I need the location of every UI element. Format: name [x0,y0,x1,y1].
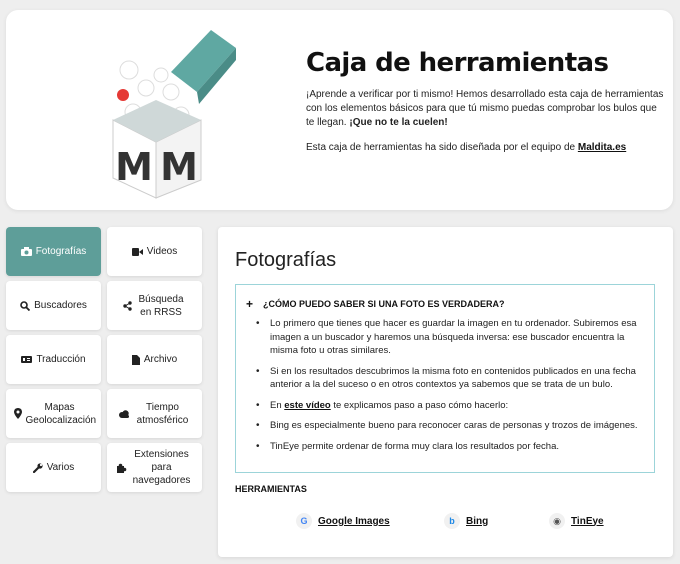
map-pin-icon [14,408,22,419]
hero-credit [306,142,666,153]
hero-credit-text: Esta caja de herramientas ha sido diseñada por el equipo de [306,142,578,153]
cloud-icon [118,410,130,418]
content-panel [218,227,673,557]
nav-tiempo[interactable] [107,389,202,438]
tool-tineye[interactable] [549,513,604,529]
wrench-icon [33,463,43,473]
list-item: • Si en los resultados descubrimos la misma foto en contenidos publicados en una fecha anterior a la del suceso o en otros contextos ya sabemos que se trata de un bulo. [256,365,646,392]
nav-label: Traducción [36,354,86,365]
list-item: • TinEye permite ordenar de forma muy clara los resultados por fecha. [256,440,646,454]
list-item-video [256,399,646,413]
nav-fotografias[interactable] [6,227,101,276]
list-item: • Bing es especialmente bueno para reconocer caras de personas y trozos de imágenes. [256,419,646,433]
google-icon: G [296,513,312,529]
tineye-icon: ◉ [549,513,565,529]
nav-varios[interactable] [6,443,101,492]
tool-google-images[interactable] [296,513,390,529]
puzzle-icon [117,463,127,473]
nav-label: Buscadores [34,300,87,311]
nav-videos[interactable] [107,227,202,276]
accordion-list [256,317,646,453]
maldita-link[interactable]: Maldita.es [577,142,627,153]
plus-icon: + [246,297,254,311]
nav-label: Fotografías [35,246,87,257]
tool-label: Bing [466,515,489,527]
video-camera-icon [132,248,143,256]
box-letter-left: M [115,145,153,189]
nav-buscadores[interactable] [6,281,101,330]
box-letter-right: M [160,145,198,189]
nav-label: Búsqueda en RRSS [138,293,184,318]
nav-label: Mapas Geolocalización [25,401,97,426]
search-icon [20,301,30,311]
nav-traduccion[interactable] [6,335,101,384]
tools-heading: HERRAMIENTAS [235,484,307,494]
share-icon [123,301,132,311]
language-icon [21,356,32,363]
toolbox-illustration [101,20,281,200]
bing-icon: b [444,513,460,529]
accordion-question: ¿CÓMO PUEDO SABER SI UNA FOTO ES VERDADERA? [263,299,505,309]
nav-mapas[interactable] [6,389,101,438]
page-title: Caja de herramientas [306,48,609,78]
hero-intro [306,88,666,130]
video-suffix: te explicamos paso a paso cómo hacerlo: [330,399,509,411]
tool-label: TinEye [571,515,604,527]
faq-accordion [235,284,655,473]
nav-label: Archivo [143,354,178,365]
accordion-header[interactable] [246,297,505,311]
nav-label: Tiempo atmosférico [136,401,189,426]
list-item: • Lo primero que tienes que hacer es guardar la imagen en tu ordenador. Subiremos esa imagen a un buscador y haremos una búsqueda inversa: ese buscador encuentra la misma foto u otras similares. [256,317,646,358]
nav-label: Varios [46,462,75,473]
hero-card [6,10,673,210]
tool-bing[interactable] [444,513,488,529]
hero-intro-text: ¡Aprende a verificar por ti mismo! Hemos desarrollado esta caja de herramientas con los elementos básicos para que tú mismo puedas comprobar los bulos que te llegan. [306,89,664,128]
file-icon [132,355,140,365]
nav-label: Extensiones para navegadores [132,449,191,486]
nav-extensiones[interactable] [107,443,202,492]
nav-busqueda-rrss[interactable] [107,281,202,330]
hero-intro-bold: ¡Que no te la cuelen! [349,117,448,128]
video-link[interactable]: este vídeo [284,399,331,411]
video-prefix: En [270,399,285,411]
nav-label: Videos [146,246,178,257]
camera-icon [21,247,32,256]
nav-archivo[interactable] [107,335,202,384]
section-title: Fotografías [235,249,337,271]
tool-label: Google Images [318,515,390,527]
